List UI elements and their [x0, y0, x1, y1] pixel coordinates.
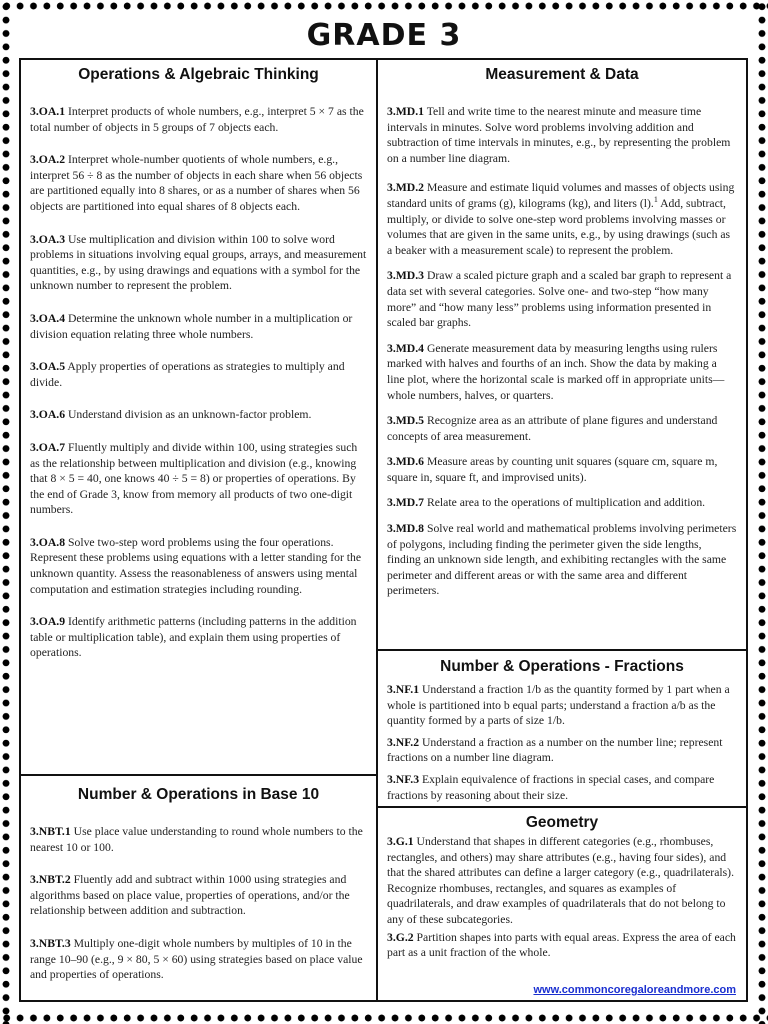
standard-item: 3.NBT.2 Fluently add and subtract within 1000 using strategies and algorithms based on place value, properties of operations, and/or the relationship between addition and subtraction. — [30, 873, 350, 918]
standard-item: 3.NF.3 Explain equivalence of fractions in special cases, and compare fractions by reasoning about their size. — [387, 772, 715, 802]
standard-item: 3.OA.6 Understand division as an unknown-factor problem. — [30, 408, 312, 422]
dotted-border-top — [0, 0, 768, 12]
standard-item: 3.MD.1 Tell and write time to the nearest minute and measure time intervals in minutes. Solve word problems involving addition and subtraction of time intervals in minutes, e.g., by representing the problem on a number line diagram. — [387, 105, 731, 165]
standard-item: 3.OA.5 Apply properties of operations as strategies to multiply and divide. — [30, 360, 345, 389]
section-divider — [21, 774, 376, 776]
dotted-border-left — [0, 0, 12, 1024]
section-heading: Number & Operations - Fractions — [440, 658, 684, 675]
standard-item: 3.MD.3 Draw a scaled picture graph and a scaled bar graph to represent a data set with several categories. Solve one- and two-step “how many more” and “how many less” problems using information presented in scaled bar graphs. — [387, 269, 732, 330]
standard-item: 3.MD.8 Solve real world and mathematical problems involving perimeters of polygons, including finding the perimeter given the side lengths, finding an unknown side length, and exhibiting rectangles with the same perimeter and different areas or with the same area and different perimeters. — [387, 522, 737, 598]
section-heading: Measurement & Data — [485, 66, 639, 83]
standard-item: 3.NBT.1 Use place value understanding to round whole numbers to the nearest 10 or 100. — [30, 825, 363, 854]
standard-item: 3.NF.1 Understand a fraction 1/b as the quantity formed by 1 part when a whole is partitioned into b equal parts; understand a fraction a/b as the quantity formed by a parts of size 1/b. — [387, 683, 730, 728]
standard-item: 3.MD.4 Generate measurement data by measuring lengths using rulers marked with halves and fourths of an inch. Show the data by making a line plot, where the horizontal scale is marked off in appropriate units— whole numbers, halves, or quarters. — [387, 341, 725, 402]
standard-item: 3.OA.7 Fluently multiply and divide within 100, using strategies such as the relationship between multiplication and division (e.g., knowing that 8 × 5 = 40, one knows 40 ÷ 5 = 8) or properties of operations. By the end of Grade 3, know from memory all products of two one-digit numbers. — [30, 440, 358, 517]
section-heading: Number & Operations in Base 10 — [77, 786, 320, 803]
standard-item: 3.MD.6 Measure areas by counting unit squares (square cm, square m, square in, square ft, and improvised units). — [387, 455, 718, 484]
standard-item: 3.OA.9 Identify arithmetic patterns (including patterns in the addition table or multiplication table), and explain them using properties of operations. — [30, 615, 357, 660]
dotted-border-bottom — [0, 1012, 768, 1024]
standard-item: 3.NBT.3 Multiply one-digit whole numbers by multiples of 10 in the range 10–90 (e.g., 9 × 80, 5 × 60) using strategies based on place value and properties of operations. — [30, 936, 363, 982]
standard-item: 3.OA.3 Use multiplication and division within 100 to solve word problems in situations involving equal groups, arrays, and measurement quantities, e.g., by using drawings and equations with a symbol for the unknown number to represent the problem. — [30, 232, 367, 293]
standard-item: 3.MD.2 Measure and estimate liquid volumes and masses of objects using standard units of grams (g), kilograms (kg), and liters (l).$^1$ Add, subtract, multiply, or divide to solve one-step word problems involving masses or volumes that are given in the same units, e.g., by using drawings (such as a beaker with a measurement scale) to represent the problem. — [387, 181, 735, 257]
standard-item: 3.NF.2 Understand a fraction as a number on the number line; represent fractions on a number line diagram. — [387, 735, 723, 765]
standard-item: 3.MD.7 Relate area to the operations of multiplication and addition. — [387, 496, 706, 510]
right-column — [378, 60, 746, 1000]
standard-item: 3.OA.2 Interpret whole-number quotients of whole numbers, e.g., interpret 56 ÷ 8 as the number of objects in each share when 56 objects are partitioned equally into 8 shares, or as a number of shares when 56 objects are partitioned into equal shares of 8 objects each. — [30, 153, 363, 213]
standard-item: 3.G.2 Partition shapes into parts with equal areas. Express the area of each part as a unit fraction of the whole. — [387, 930, 736, 960]
left-column — [21, 60, 378, 1000]
section-divider — [378, 806, 746, 808]
website-link[interactable]: www.commoncoregaloreandmore.com — [533, 984, 736, 996]
standard-item: 3.G.1 Understand that shapes in different categories (e.g., rhombuses, rectangles, and others) may share attributes (e.g., having four sides), and that the shared attributes can define a larger category (e.g., quadrilaterals). Recognize rhombuses, rectangles, and squares as examples of quadrilaterals, and draw examples of quadrilaterals that do not belong to any of these subcategories. — [387, 835, 735, 926]
dotted-border-right — [756, 0, 768, 1024]
standard-item: 3.OA.4 Determine the unknown whole number in a multiplication or division equation relating three whole numbers. — [30, 311, 353, 341]
standard-item: 3.OA.8 Solve two-step word problems using the four operations. Represent these problems using equations with a letter standing for the unknown quantity. Assess the reasonableness of answers using mental computation and estimation strategies including rounding. — [30, 535, 362, 596]
section-measurement-data — [378, 66, 746, 599]
standard-item: 3.OA.1 Interpret products of whole numbers, e.g., interpret 5 × 7 as the total number of objects in 5 groups of 7 objects each. — [30, 105, 364, 134]
standards-frame — [19, 58, 748, 1002]
page-title: GRADE 3 — [306, 18, 462, 53]
standard-item: 3.MD.5 Recognize area as an attribute of plane figures and understand concepts of area measurement. — [387, 414, 718, 443]
section-geometry — [378, 814, 746, 961]
section-heading: Operations & Algebraic Thinking — [78, 66, 319, 83]
section-heading: Geometry — [525, 814, 599, 831]
section-divider — [378, 649, 746, 651]
section-number-operations-base-10 — [21, 786, 376, 983]
section-number-operations-fractions — [378, 658, 746, 803]
section-operations-algebraic-thinking — [21, 66, 376, 661]
